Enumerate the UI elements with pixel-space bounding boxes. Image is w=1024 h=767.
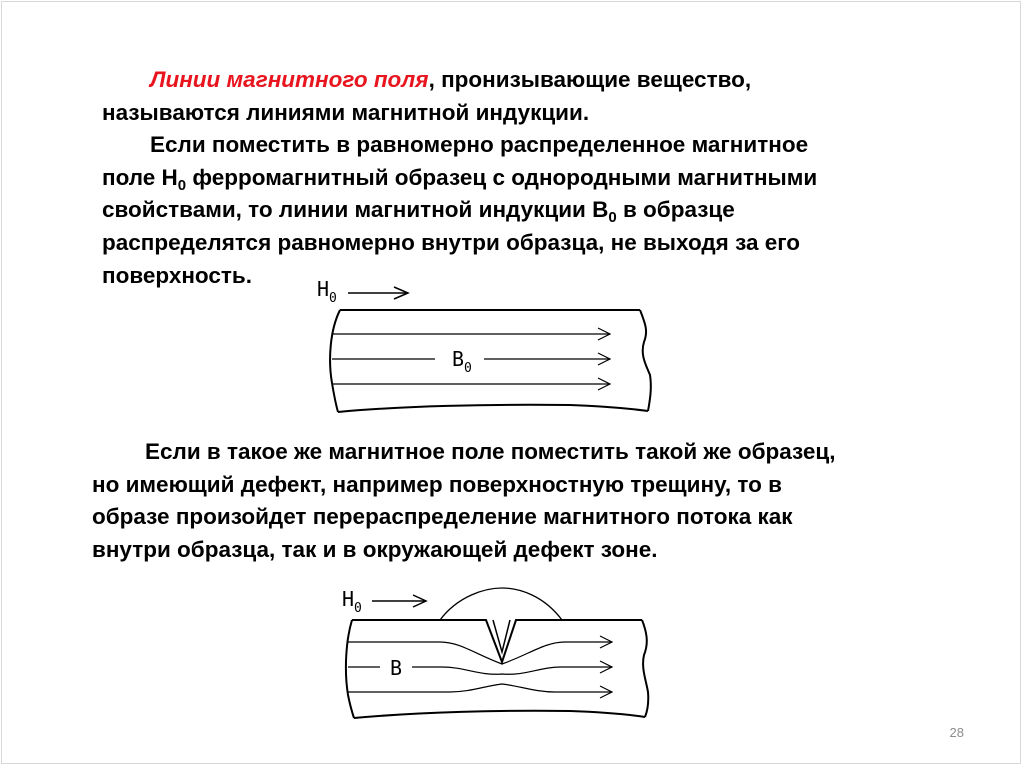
page-number: 28	[949, 725, 964, 740]
text-line	[102, 194, 817, 227]
text-block-top	[102, 64, 817, 292]
field-label: $H_0$	[317, 277, 337, 306]
induction-label: $B_0$	[452, 347, 472, 376]
text-segment: свойствами, то линии магнитной индукции В	[102, 197, 609, 223]
text-segment: в образце	[616, 197, 735, 223]
text-line	[92, 436, 835, 469]
induction-lines	[332, 328, 610, 390]
text-line	[102, 129, 817, 162]
sample-outline	[330, 310, 651, 412]
text-line: внутри образца, так и в окружающей дефект зоне.	[92, 536, 658, 562]
text-segment: Если поместить в равномерно распределенное магнитное	[150, 132, 809, 158]
induction-lines	[348, 636, 612, 698]
subscript: 0	[608, 209, 617, 227]
text-line	[102, 64, 817, 97]
field-arrow	[372, 595, 426, 607]
subscript: 0	[177, 176, 187, 194]
text-segment: поле Н	[102, 164, 178, 190]
text-block-bottom	[92, 436, 835, 566]
text-line: распределятся равномерно внутри образца, не выходя за его	[102, 229, 801, 255]
field-arrow	[348, 287, 408, 299]
text-segment: , пронизывающие вещество,	[428, 67, 752, 92]
diagram-uniform-field	[310, 270, 660, 420]
text-segment: Если в такое же магнитное поле поместить такой же образец,	[145, 439, 836, 464]
leakage-field	[440, 588, 562, 620]
text-line: образе произойдет перераспределение магнитного потока как	[92, 504, 793, 530]
field-label: $H_0$	[342, 587, 362, 616]
text-segment: ферромагнитный образец с однородными магнитными	[186, 164, 818, 190]
text-line	[102, 162, 817, 195]
text-line: но имеющий дефект, например поверхностную трещину, то в	[92, 471, 782, 497]
text-line: поверхность.	[102, 262, 252, 288]
highlighted-term: Линии магнитного поля	[150, 67, 429, 92]
diagram-defect-field	[330, 580, 660, 730]
induction-label: B	[390, 656, 403, 680]
text-line: называются линиями магнитной индукции.	[102, 99, 590, 125]
